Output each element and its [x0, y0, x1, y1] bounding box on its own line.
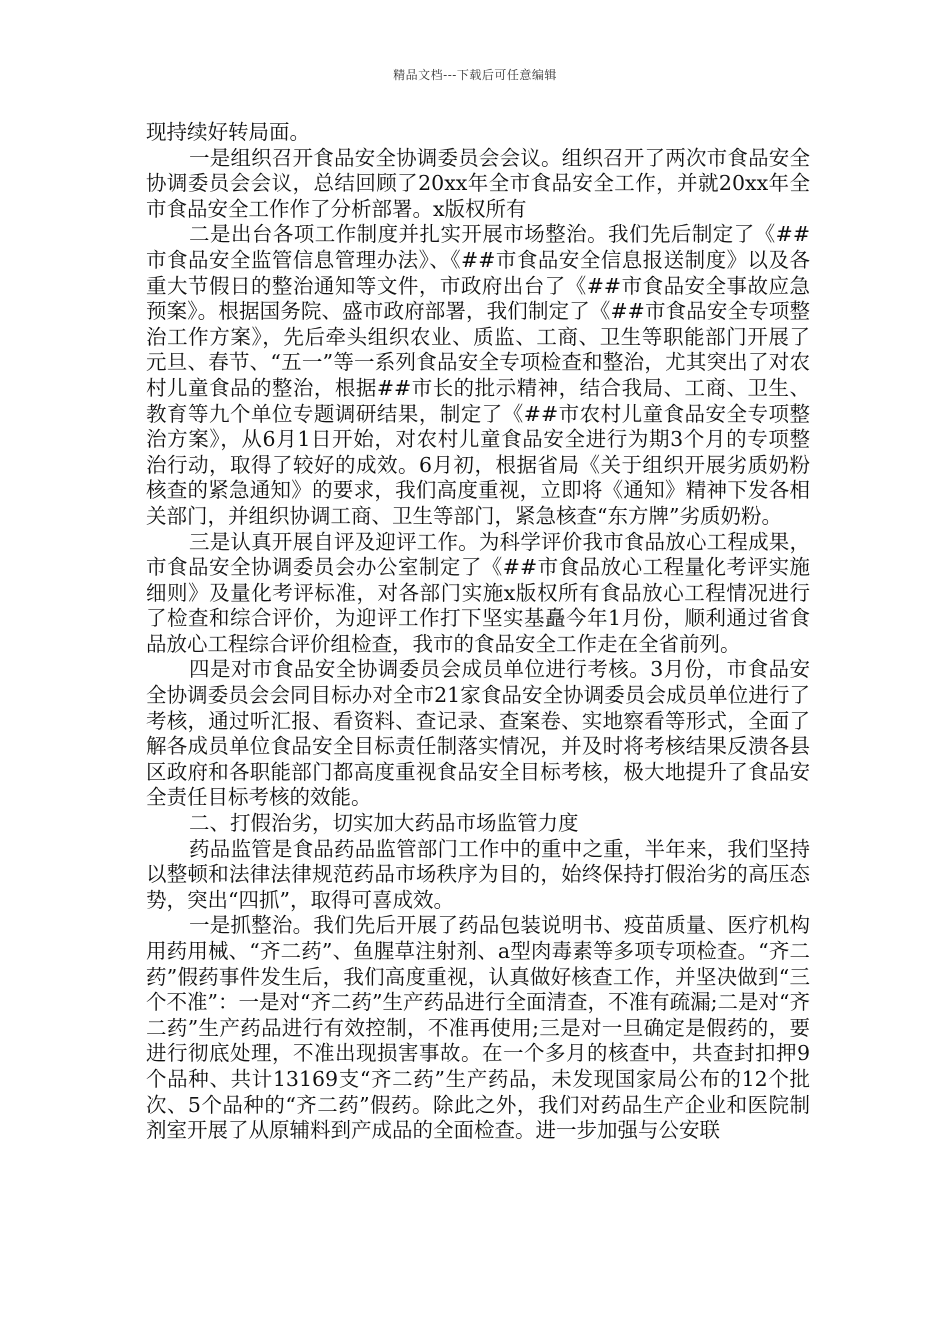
document-body: [146, 120, 810, 1144]
paragraph: 四是对市食品安全协调委员会成员单位进行考核。3月份，市食品安全协调委员会会同目标办对全市21家食品安全协调委员会成员单位进行了考核，通过听汇报、看资料、查记录、查案卷、实地察看等形式，全面了解各成员单位食品安全目标责任制落实情况，并及时将考核结果反溃各县区政府和各职能部门都高度重视食品安全目标考核，极大地提升了食品安全责任目标考核的效能。: [146, 657, 810, 810]
paragraph: 现持续好转局面。: [146, 120, 310, 144]
section-heading: 二、打假治劣，切实加大药品市场监管力度: [189, 811, 579, 836]
page-header: 精品文档---下载后可任意编辑: [393, 68, 557, 82]
paragraph: 药品监管是食品药品监管部门工作中的重中之重，半年来，我们坚持以整顿和法律法律规范药品市场秩序为目的，始终保持打假治劣的高压态势，突出“四抓”，取得可喜成效。: [146, 836, 810, 912]
paragraph: 三是认真开展自评及迎评工作。为科学评价我市食品放心工程成果，市食品安全协调委员会办公室制定了《##市食品放心工程量化考评实施细则》及量化考评标准，对各部门实施x版权所有食品放心工程情况进行了检查和综合评价，为迎评工作打下坚实基矗今年1月份，顺利通过省食品放心工程综合评价组检查，我市的食品安全工作走在全省前列。: [146, 529, 810, 656]
paragraph: 一是抓整治。我们先后开展了药品包装说明书、疫苗质量、医疗机构用药用械、“齐二药”、鱼腥草注射剂、a型肉毒素等多项专项检查。“齐二药”假药事件发生后，我们高度重视，认真做好核查工作，并坚决做到“三个不准”：一是对“齐二药”生产药品进行全面清查，不准有疏漏;二是对“齐二药”生产药品进行有效控制，不准再使用;三是对一旦确定是假药的，要进行彻底处理，不准出现损害事故。在一个多月的核查中，共查封扣押9个品种、共计13169支“齐二药”生产药品，未发现国家局公布的12个批次、5个品种的“齐二药”假药。除此之外，我们对药品生产企业和医院制剂室开展了从原辅料到产成品的全面检查。进一步加强与公安联: [146, 913, 810, 1143]
paragraph: 一是组织召开食品安全协调委员会会议。组织召开了两次市食品安全协调委员会会议，总结回顾了20xx年全市食品安全工作，并就20xx年全市食品安全工作作了分析部署。x版权所有: [146, 145, 810, 221]
paragraph: 二是出台各项工作制度并扎实开展市场整治。我们先后制定了《##市食品安全监管信息管理办法》、《##市食品安全信息报送制度》以及各重大节假日的整治通知等文件，市政府出台了《##市食品安全事故应急预案》。根据国务院、盛市政府部署，我们制定了《##市食品安全专项整治工作方案》，先后牵头组织农业、质监、工商、卫生等职能部门开展了元旦、春节、“五一”等一系列食品安全专项检查和整治，尤其突出了对农村儿童食品的整治，根据##市长的批示精神，结合我局、工商、卫生、教育等九个单位专题调研结果，制定了《##市农村儿童食品安全专项整治方案》，从6月1日开始，对农村儿童食品安全进行为期3个月的专项整治行动，取得了较好的成效。6月初，根据省局《关于组织开展劣质奶粉核查的紧急通知》的要求，我们高度重视，立即将《通知》精神下发各相关部门，并组织协调工商、卫生等部门，紧急核查“东方牌”劣质奶粉。: [146, 222, 810, 528]
